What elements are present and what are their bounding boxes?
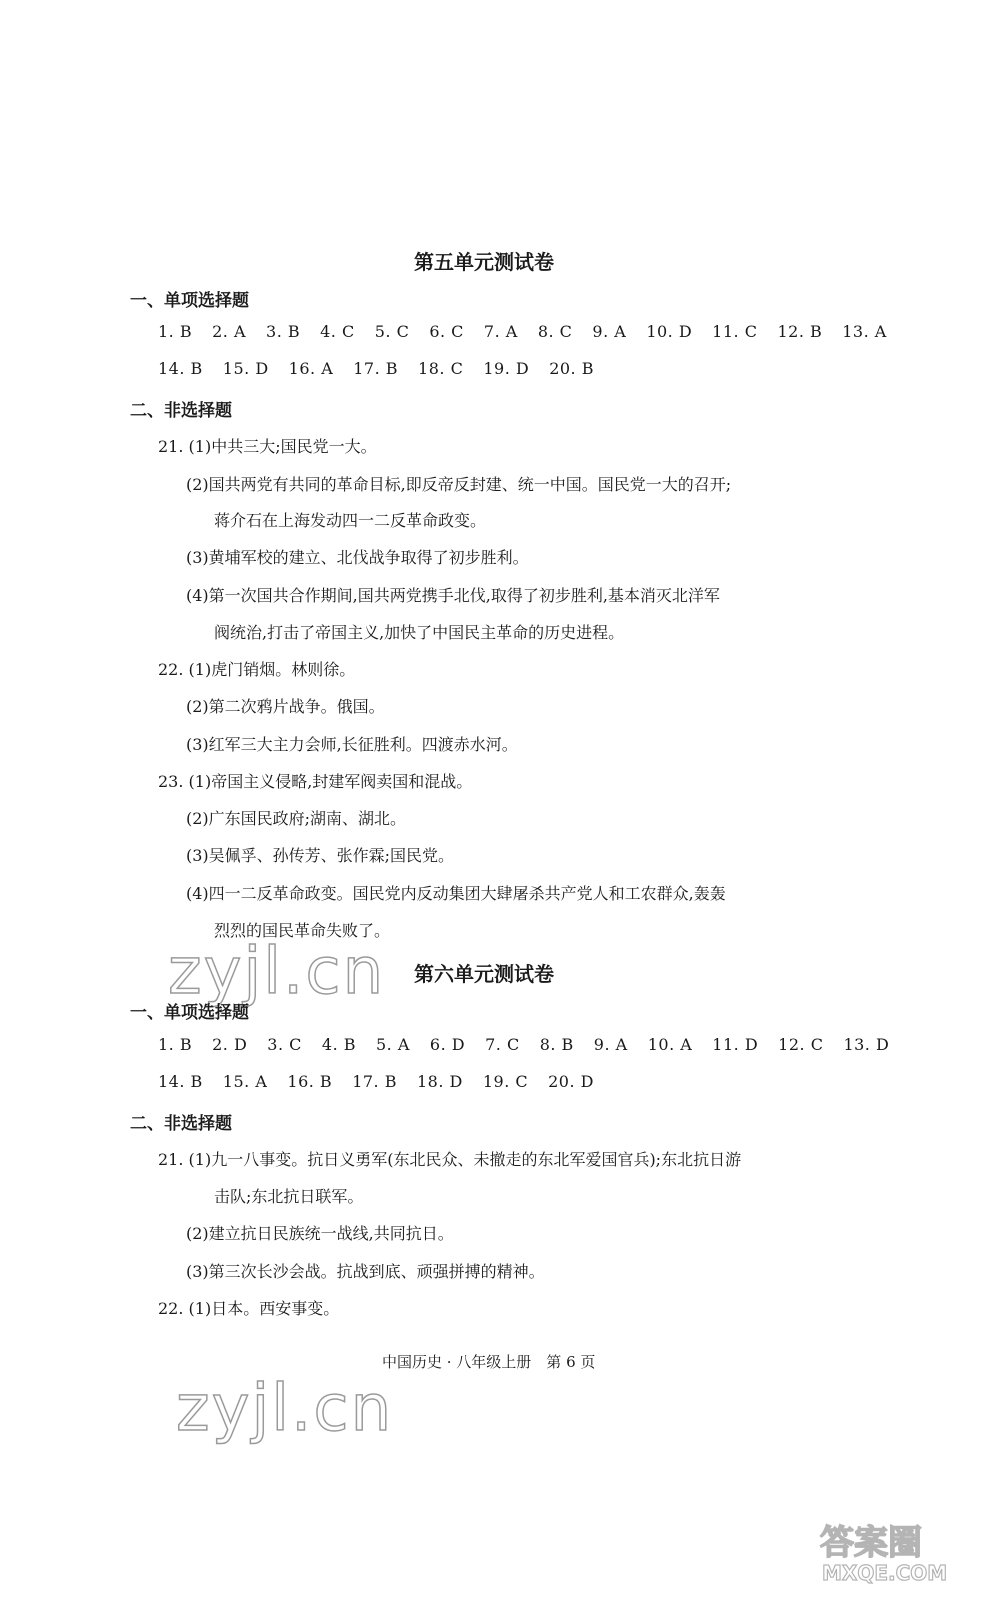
unit5-answer-line: (2)国共两党有共同的革命目标,即反帝反封建、统一中国。国民党一大的召开; xyxy=(186,475,732,494)
unit6-answer-line: 击队;东北抗日联军。 xyxy=(214,1187,364,1206)
corner-logo-line1: 答案圈 xyxy=(820,1523,922,1563)
answer-item: 18. D xyxy=(416,1072,463,1091)
answer-item: 17. B xyxy=(352,1072,397,1091)
answer-item: 6. C xyxy=(429,322,464,341)
unit5-answer-line: (4)第一次国共合作期间,国共两党携手北伐,取得了初步胜利,基本消灭北洋军 xyxy=(186,586,720,605)
unit5-answer-line: 蒋介石在上海发动四一二反革命政变。 xyxy=(214,511,487,530)
answer-item: 20. B xyxy=(549,359,594,378)
unit5-section-choice: 一、单项选择题 xyxy=(130,291,249,311)
answer-item: 20. D xyxy=(548,1072,594,1091)
unit6-answer-line: 22. (1)日本。西安事变。 xyxy=(158,1299,340,1318)
answer-item: 9. A xyxy=(592,322,627,341)
unit5-answer-line: 烈烈的国民革命失败了。 xyxy=(214,921,391,940)
answer-item: 8. B xyxy=(539,1035,574,1054)
answer-item: 8. C xyxy=(537,322,573,341)
watermark: zyjl.cn xyxy=(176,1372,394,1446)
answer-item: 17. B xyxy=(353,359,399,378)
answer-item: 1. B xyxy=(158,322,193,341)
unit5-answer-line: (2)广东国民政府;湖南、湖北。 xyxy=(186,809,407,828)
answer-item: 4. B xyxy=(321,1035,356,1054)
unit5-answers-row-1 xyxy=(158,322,907,341)
answer-item: 10. A xyxy=(647,1035,693,1054)
unit5-answer-line: (3)黄埔军校的建立、北伐战争取得了初步胜利。 xyxy=(186,548,529,567)
answer-item: 6. D xyxy=(429,1035,466,1054)
answer-item: 18. C xyxy=(418,359,464,378)
watermark: zyjl.cn xyxy=(168,935,386,1009)
unit5-answer-line: (3)吴佩孚、孙传芳、张作霖;国民党。 xyxy=(186,846,455,865)
answer-item: 2. A xyxy=(212,322,247,341)
answer-item: 9. A xyxy=(593,1035,628,1054)
answer-item: 15. D xyxy=(222,359,269,378)
answer-item: 4. C xyxy=(320,322,355,341)
answer-item: 14. B xyxy=(158,1072,203,1091)
unit5-title: 第五单元测试卷 xyxy=(414,250,554,274)
answer-item: 14. B xyxy=(158,359,203,378)
unit6-section-nonchoice: 二、非选择题 xyxy=(130,1114,232,1134)
corner-logo-line2: MXQE.COM xyxy=(822,1561,948,1585)
answer-item: 3. C xyxy=(267,1035,302,1054)
unit5-answer-line: 21. (1)中共三大;国民党一大。 xyxy=(158,437,377,456)
unit5-answer-line: 阀统治,打击了帝国主义,加快了中国民主革命的历史进程。 xyxy=(214,623,625,642)
answer-item: 7. A xyxy=(483,322,518,341)
unit6-answer-line: 21. (1)九一八事变。抗日义勇军(东北民众、未撤走的东北军爱国官兵);东北抗日游 xyxy=(158,1150,742,1169)
answer-item: 1. B xyxy=(158,1035,193,1054)
answer-item: 12. C xyxy=(778,1035,824,1054)
answer-item: 10. D xyxy=(646,322,693,341)
unit5-answer-line: (3)红军三大主力会师,长征胜利。四渡赤水河。 xyxy=(186,735,518,754)
unit6-answers-row-1 xyxy=(158,1035,909,1054)
answer-item: 12. B xyxy=(777,322,823,341)
answer-item: 7. C xyxy=(485,1035,520,1054)
answer-item: 16. B xyxy=(287,1072,333,1091)
unit6-answer-line: (3)第三次长沙会战。抗战到底、顽强拼搏的精神。 xyxy=(186,1262,545,1281)
unit5-answer-line: 23. (1)帝国主义侵略,封建军阀卖国和混战。 xyxy=(158,772,473,791)
answer-item: 3. B xyxy=(266,322,301,341)
answer-item: 16. A xyxy=(288,359,334,378)
corner-logo-watermark xyxy=(814,1514,984,1586)
unit6-title: 第六单元测试卷 xyxy=(414,962,554,986)
answer-item: 13. A xyxy=(842,322,887,341)
unit5-answer-line: 22. (1)虎门销烟。林则徐。 xyxy=(158,660,356,679)
unit5-answers-row-2 xyxy=(158,359,614,378)
unit6-section-choice: 一、单项选择题 xyxy=(130,1003,249,1023)
answer-item: 11. C xyxy=(712,322,758,341)
unit5-section-nonchoice: 二、非选择题 xyxy=(130,401,232,421)
answer-item: 2. D xyxy=(212,1035,248,1054)
answer-item: 19. D xyxy=(483,359,530,378)
answer-item: 15. A xyxy=(222,1072,268,1091)
answer-item: 5. C xyxy=(374,322,410,341)
answer-item: 19. C xyxy=(482,1072,529,1091)
unit6-answer-line: (2)建立抗日民族统一战线,共同抗日。 xyxy=(186,1224,454,1243)
answer-item: 5. A xyxy=(376,1035,410,1054)
unit5-answer-line: (4)四一二反革命政变。国民党内反动集团大肆屠杀共产党人和工农群众,轰轰 xyxy=(186,884,726,903)
answer-item: 13. D xyxy=(843,1035,890,1054)
unit5-answer-line: (2)第二次鸦片战争。俄国。 xyxy=(186,697,385,716)
answer-item: 11. D xyxy=(712,1035,759,1054)
unit6-answers-row-2 xyxy=(158,1072,614,1091)
page-footer: 中国历史 · 八年级上册 第 6 页 xyxy=(382,1353,596,1371)
